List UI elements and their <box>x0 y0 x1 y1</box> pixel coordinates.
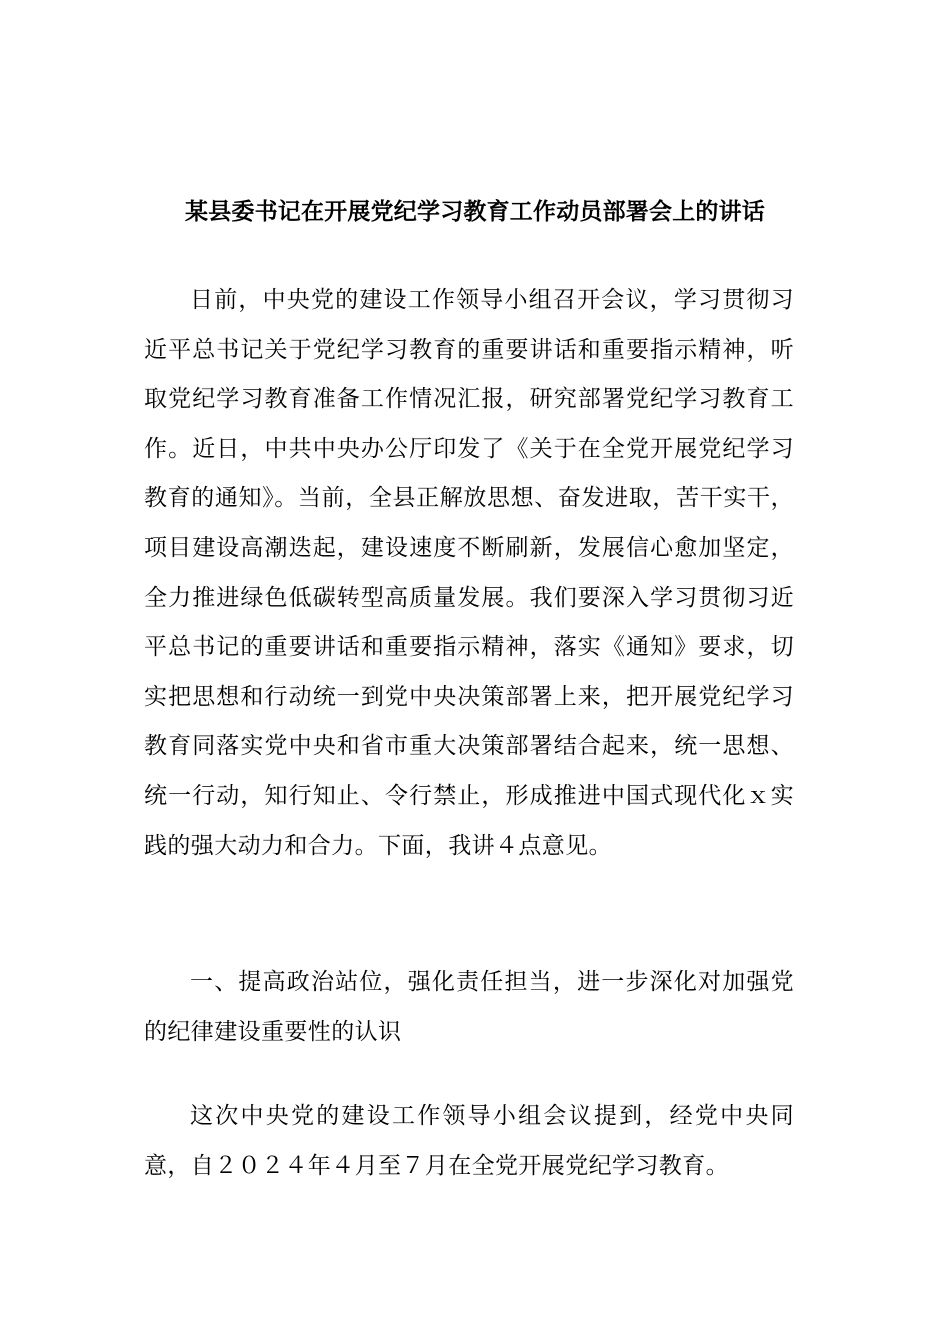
intro-paragraph: 日前，中央党的建设工作领导小组召开会议，学习贯彻习近平总书记关于党纪学习教育的重要讲话和重要指示精神，听取党纪学习教育准备工作情况汇报，研究部署党纪学习教育工作。近日，中共中央办公厅印发了《关于在全党开展党纪学习教育的通知》。当前，全县正解放思想、奋发进取，苦干实干，项目建设高潮迭起，建设速度不断刷新，发展信心愈加坚定，全力推进绿色低碳转型高质量发展。我们要深入学习贯彻习近平总书记的重要讲话和重要指示精神，落实《通知》要求，切实把思想和行动统一到党中央决策部署上来，把开展党纪学习教育同落实党中央和省市重大决策部署结合起来，统一思想、统一行动，知行知止、令行禁止，形成推进中国式现代化ｘ实践的强大动力和合力。下面，我讲４点意见。 <box>144 287 794 859</box>
document-title: 某县委书记在开展党纪学习教育工作动员部署会上的讲话 <box>185 199 765 225</box>
section-paragraph: 这次中央党的建设工作领导小组会议提到，经党中央同意，自２０２４年４月至７月在全党开展党纪学习教育。 <box>144 1103 794 1179</box>
section-heading: 一、提高政治站位，强化责任担当，进一步深化对加强党的纪律建设重要性的认识 <box>144 969 794 1045</box>
